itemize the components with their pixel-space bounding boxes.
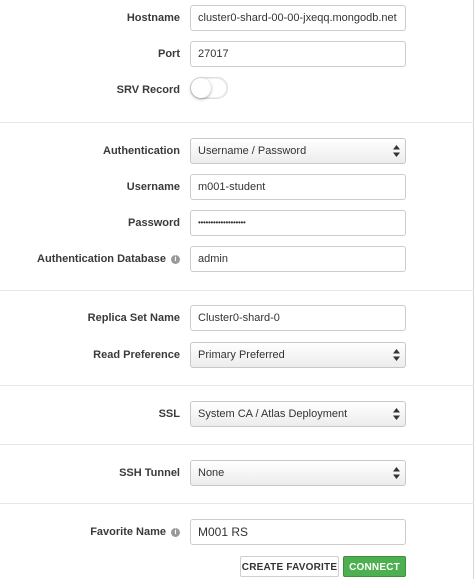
ssl-select[interactable] [190,401,406,427]
read-preference-label: Read Preference [93,349,180,361]
authentication-select[interactable] [190,138,406,164]
info-icon[interactable]: i [171,528,180,537]
ssh-tunnel-select[interactable] [190,460,406,486]
info-icon[interactable]: i [171,255,180,264]
hostname-label: Hostname [126,12,180,24]
port-input[interactable]: 27017 [190,41,406,67]
replica-set-input[interactable]: Cluster0-shard-0 [190,305,406,331]
replica-set-row [0,305,474,331]
toggle-knob [191,78,211,98]
srv-record-label: SRV Record [116,84,180,96]
ssh-tunnel-label: SSH Tunnel [119,467,180,479]
section-divider [0,290,474,291]
username-label: Username [126,181,180,193]
replica-set-label: Replica Set Name [87,312,180,324]
read-preference-value: Primary Preferred [198,349,285,361]
read-preference-row [0,342,474,368]
authentication-value: Username / Password [198,145,307,157]
updown-arrows-icon [393,145,400,157]
section-divider [0,444,474,445]
updown-arrows-icon [393,408,400,420]
ssl-value: System CA / Atlas Deployment [198,408,348,420]
updown-arrows-icon [393,349,400,361]
section-divider [0,385,474,386]
updown-arrows-icon [393,467,400,479]
authentication-row [0,138,474,164]
hostname-row [0,5,474,31]
username-input[interactable]: m001-student [190,174,406,200]
ssl-label: SSL [158,408,180,420]
ssl-row [0,401,474,427]
port-row [0,41,474,67]
ssh-tunnel-row [0,460,474,486]
create-favorite-button[interactable]: CREATE FAVORITE [240,556,339,577]
hostname-input[interactable]: cluster0-shard-00-00-jxeqq.mongodb.net [190,5,406,31]
section-divider [0,503,474,504]
password-input[interactable]: ••••••••••••••••••• [190,210,406,236]
srv-record-row [0,77,474,103]
auth-database-row [0,246,474,272]
password-row [0,210,474,236]
username-row [0,174,474,200]
section-divider [0,122,474,123]
auth-database-label: Authentication Database i [37,246,180,272]
connect-button[interactable]: CONNECT [343,556,406,577]
ssh-tunnel-value: None [198,467,225,479]
favorite-name-label: Favorite Name i [90,519,180,545]
password-label: Password [128,217,180,229]
authentication-label: Authentication [103,145,180,157]
srv-record-toggle[interactable] [190,77,228,99]
favorite-name-row [0,519,474,545]
auth-database-input[interactable]: admin [190,246,406,272]
port-label: Port [158,48,180,60]
read-preference-select[interactable] [190,342,406,368]
favorite-name-input[interactable]: M001 RS [190,519,406,545]
